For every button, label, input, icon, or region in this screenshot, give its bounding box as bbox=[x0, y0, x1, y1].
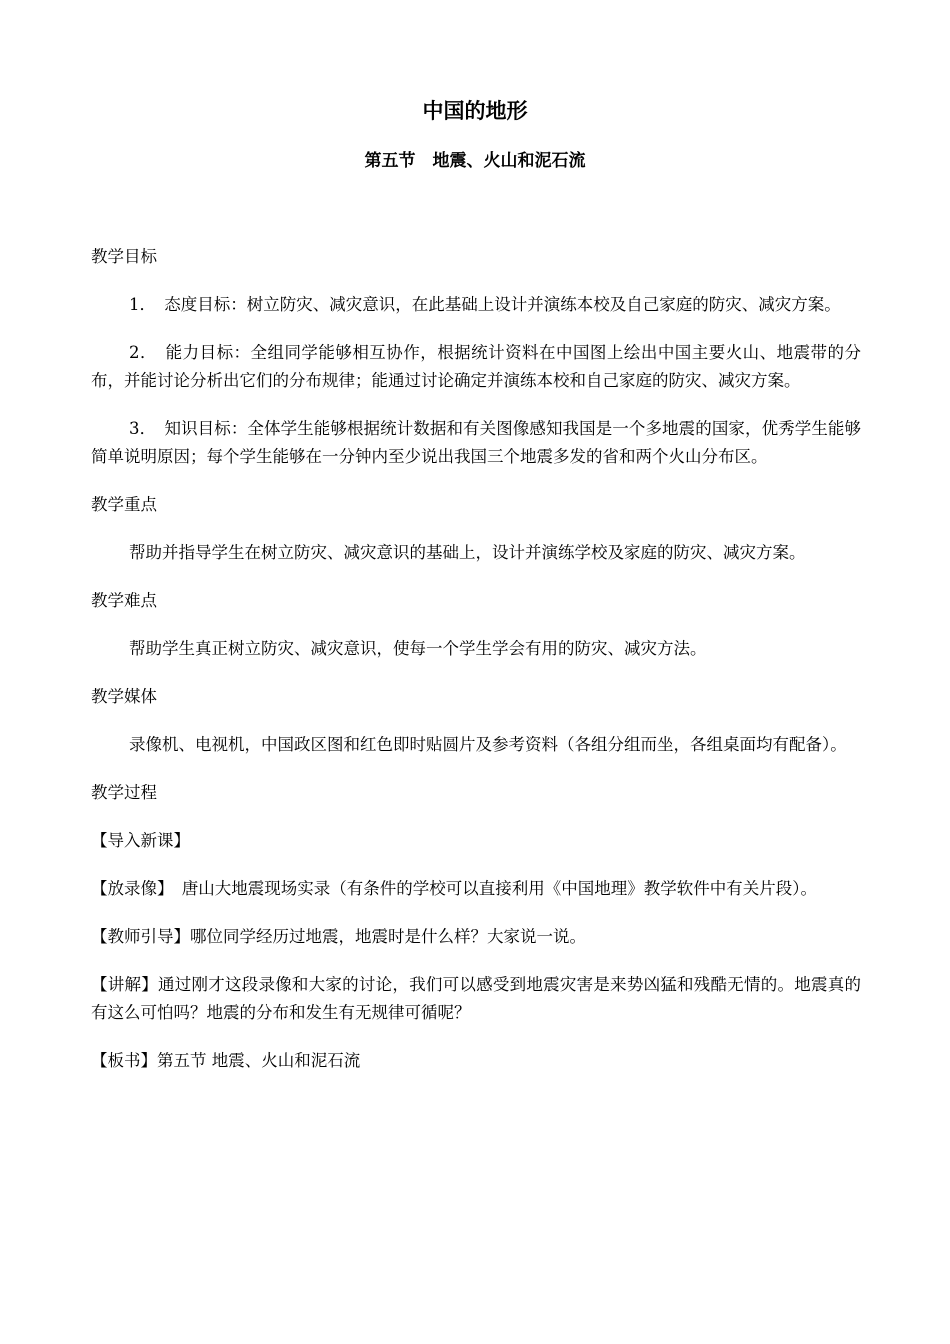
difficulty-text: 帮助学生真正树立防灾、减灾意识，使每一个学生学会有用的防灾、减灾方法。 bbox=[129, 639, 707, 658]
lecture-step: 【讲解】通过刚才这段录像和大家的讨论，我们可以感受到地震灾害是来势凶猛和残酷无情的。地震真的有这么可怕吗？地震的分布和发生有无规律可循呢？ bbox=[91, 975, 861, 1022]
media-heading: 教学媒体 bbox=[91, 687, 157, 706]
key-points-heading: 教学重点 bbox=[91, 495, 157, 514]
guide-step: 【教师引导】哪位同学经历过地震，地震时是什么样？大家说一说。 bbox=[91, 927, 586, 946]
process-heading: 教学过程 bbox=[91, 783, 157, 802]
objective-1: 1． 态度目标：树立防灾、减灾意识，在此基础上设计并演练本校及自己家庭的防灾、减灾方案。 bbox=[129, 295, 841, 314]
intro-step: 【导入新课】 bbox=[91, 831, 190, 850]
document-subtitle: 第五节 地震、火山和泥石流 bbox=[364, 151, 586, 171]
key-points-text: 帮助并指导学生在树立防灾、减灾意识的基础上，设计并演练学校及家庭的防灾、减灾方案。 bbox=[129, 543, 806, 562]
difficulty-heading: 教学难点 bbox=[91, 591, 157, 610]
objectives-heading: 教学目标 bbox=[91, 247, 157, 266]
document-body bbox=[91, 243, 861, 1095]
board-step: 【板书】第五节 地震、火山和泥石流 bbox=[91, 1051, 361, 1070]
media-text: 录像机、电视机，中国政区图和红色即时贴圆片及参考资料（各组分组而坐，各组桌面均有配备）。 bbox=[129, 735, 847, 754]
objective-3: 3． 知识目标：全体学生能够根据统计数据和有关图像感知我国是一个多地震的国家，优秀学生能够简单说明原因；每个学生能够在一分钟内至少说出我国三个地震多发的省和两个火山分布区。 bbox=[91, 419, 861, 466]
video-step: 【放录像】 唐山大地震现场实录（有条件的学校可以直接利用《中国地理》教学软件中有关片段）。 bbox=[91, 879, 817, 898]
document-title: 中国的地形 bbox=[422, 99, 528, 123]
objective-2: 2． 能力目标：全组同学能够相互协作，根据统计资料在中国图上绘出中国主要火山、地震带的分布，并能讨论分析出它们的分布规律；能通过讨论确定并演练本校和自己家庭的防灾、减灾方案。 bbox=[91, 343, 861, 390]
